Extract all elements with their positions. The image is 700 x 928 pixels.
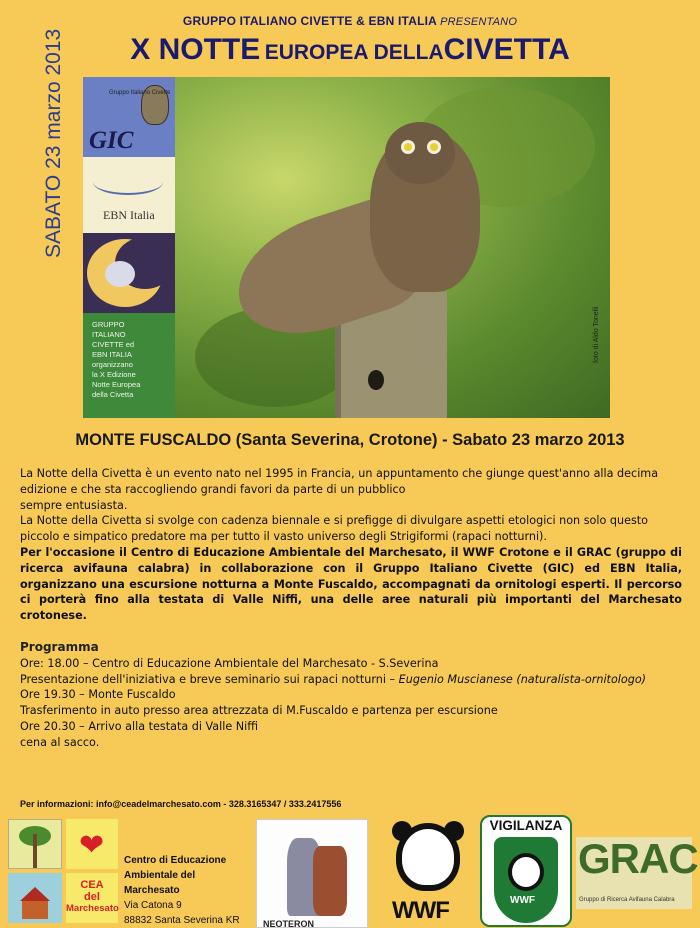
- green-box-line: ITALIANO: [92, 330, 126, 339]
- cea-logo: [66, 873, 118, 923]
- program-line: Ore: 18.00 – Centro di Educazione Ambientale del Marchesato - S.Severina: [20, 656, 439, 670]
- program-line: Ore 20.30 – Arrivo alla testata di Valle Niffi: [20, 719, 259, 733]
- panda-icon: [396, 823, 460, 891]
- grac-subtitle: Gruppo di Ricerca Avifauna Calabra: [579, 897, 675, 903]
- owl-eye: [401, 140, 415, 154]
- panda-icon: [508, 853, 544, 891]
- program-line: cena al sacco.: [20, 735, 100, 749]
- green-box-line: organizzano: [92, 360, 133, 369]
- house-icon: [8, 873, 62, 923]
- paragraph-occasion: Per l'occasione il Centro di Educazione Ambientale del Marchesato, il WWF Crotone e il GRAC (gruppo di ricerca avifauna calabra) in collaborazione con il Gruppo Italiano Civette (GIC) ed EBN Italia, organizzano una escursione notturna a Monte Fuscaldo, accompagnati da ornitologi esperti. Il percorso ci porterà fino alla testata di Valle Niffi, una delle aree naturali più importanti del Marchesato crotonese.: [20, 545, 682, 623]
- event-title: [0, 33, 700, 67]
- vigilanza-text: VIGILANZA: [489, 818, 563, 833]
- location-heading: MONTE FUSCALDO (Santa Severina, Crotone) - Sabato 23 marzo 2013: [75, 431, 625, 449]
- address-line: Ambientale del: [124, 870, 196, 881]
- cea-text: CEA: [80, 879, 104, 891]
- address-line: 88832 Santa Severina KR: [124, 915, 240, 926]
- program-line: Trasferimento in auto presso area attrezzata di M.Fuscaldo e partenza per escursione: [20, 704, 498, 718]
- side-date: SABATO 23 marzo 2013: [42, 28, 65, 258]
- paragraph-purpose: La Notte della Civetta si svolge con cadenza biennale e si prefigge di divulgare aspetti etologici non solo questo piccolo e simpatico predatore ma per tutto il vasto universo degli Strigiformi (rapaci notturni).: [20, 514, 649, 544]
- heart-icon: ❤: [66, 819, 118, 869]
- grac-logo: [576, 835, 698, 909]
- vigilanza-wwf-text: WWF: [510, 895, 535, 906]
- green-box-line: GRUPPO: [92, 320, 125, 329]
- cea-address: [124, 853, 240, 928]
- owl-head: [385, 122, 455, 184]
- green-box-line: della Civetta: [92, 390, 134, 399]
- presentano-text: PRESENTANO: [440, 16, 518, 28]
- speaker-name: Eugenio Muscianese (naturalista-ornitologo): [398, 672, 647, 686]
- organizers-line: [0, 14, 700, 28]
- address-line: Centro di Educazione: [124, 855, 227, 866]
- green-box-line: Notte Europea: [92, 380, 141, 389]
- neoteron-text: NEOTERON: [263, 919, 315, 928]
- neoteron-logo: [256, 819, 368, 928]
- owl-photo: [175, 77, 610, 418]
- owl-eye: [427, 140, 441, 154]
- ebn-logo: [83, 157, 175, 233]
- footer-logos: [0, 815, 700, 928]
- wwf-logo: [386, 821, 470, 923]
- moon-owl-logo: [83, 233, 175, 313]
- paragraph-intro-end: sempre entusiasta.: [20, 498, 128, 512]
- gic-small-text: Gruppo Italiano Civette: [109, 90, 171, 96]
- owl-face-icon: [105, 261, 135, 287]
- cea-text: del: [84, 891, 100, 903]
- logo-column: [83, 77, 175, 418]
- title-part-1: X NOTTE: [130, 33, 261, 66]
- organizers-box: [83, 313, 175, 418]
- program-line: Ore 19.30 – Monte Fuscaldo: [20, 688, 176, 702]
- photo-credit: foto di Aldo Tonelli: [593, 306, 600, 363]
- green-box-line: la X Edizione: [92, 370, 136, 379]
- program-line-text: Presentazione dell'iniziativa e breve seminario sui rapaci notturni –: [20, 672, 399, 686]
- bird-icon: [93, 169, 163, 195]
- paragraph-intro: La Notte della Civetta è un evento nato nel 1995 in Francia, un appuntamento che giunge quest'anno alla decima edizione e che sta raccogliendo grandi favori da parte di un pubblico: [20, 467, 659, 496]
- green-box-line: CIVETTE ed: [92, 340, 135, 349]
- program-title: Programma: [20, 639, 99, 654]
- ebn-text: EBN Italia: [103, 208, 155, 222]
- green-box-line: EBN ITALIA: [92, 350, 132, 359]
- vigilanza-logo: [480, 815, 572, 927]
- gic-big-text: GIC: [89, 127, 134, 154]
- contact-info: Per informazioni: info@ceadelmarchesato.com - 328.3165347 / 333.2417556: [20, 799, 342, 809]
- address-line: Via Catona 9: [124, 900, 182, 911]
- title-part-2: EUROPEA DELLA: [264, 41, 444, 64]
- event-description: [20, 466, 682, 751]
- gic-logo: [83, 77, 175, 157]
- grac-text: GRAC: [578, 835, 698, 882]
- program-line: [20, 672, 682, 688]
- title-part-3: CIVETTA: [443, 33, 570, 66]
- wwf-text: WWF: [392, 897, 449, 924]
- organizers-text: GRUPPO ITALIANO CIVETTE & EBN ITALIA: [182, 14, 437, 28]
- tree-icon: [8, 819, 62, 869]
- address-line: Marchesato: [124, 885, 180, 896]
- cea-text: Marchesato: [66, 903, 119, 914]
